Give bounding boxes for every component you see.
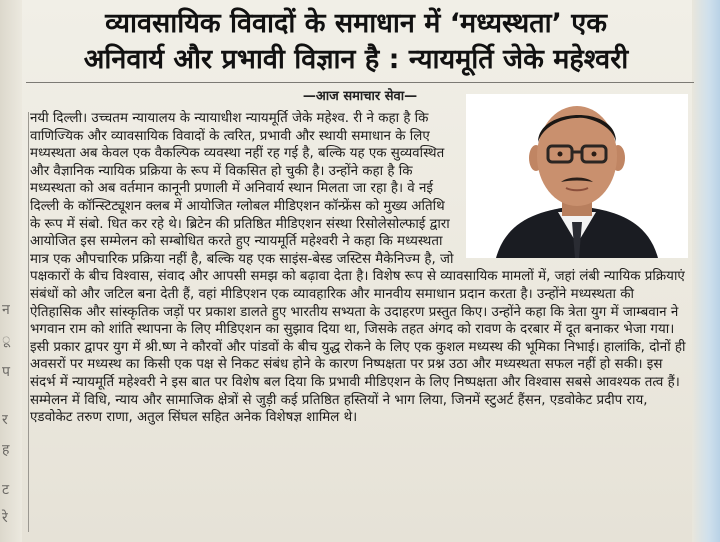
- headline-divider: [26, 82, 694, 83]
- article-body-text: नयी दिल्ली। उच्चतम न्यायालय के न्यायाधीश न्यायमूर्ति जेके महेश्व. री ने कहा है कि वाणिज्यिक और व्यावसायिक विवादों के त्वरित, प्रभावी और स्थायी समाधान के लिए मध्यस्थता अब केवल एक वैकल्पिक व्यवस्था नहीं रह गई है, बल्कि यह एक सुव्यवस्थित और वैज्ञानिक न्यायिक प्रक्रिया के रूप में विकसित हो चुकी है। उन्होंने कहा है कि मध्यस्थता को अब वर्तमान कानूनी प्रणाली में अनिवार्य स्थान मिलता जा रहा है। वे नई दिल्ली के कॉन्स्टिट्यूशन क्लब में आयोजित ग्लोबल मीडिएशन कॉन्फ्रेंस को मुख्य अतिथि के रूप में संबो. धित कर रहे थे। ब्रिटेन की प्रतिष्ठित मीडिएशन संस्था रिसोलेसोल्फाई द्वारा आयोजित इस सम्मेलन को सम्बोधित करते हुए न्यायमूर्ति महेश्वरी ने कहा कि मध्यस्थता मात्र एक औपचारिक प्रक्रिया नहीं है, बल्कि यह एक साइंस-बेस्ड जस्टिस मैकेनिज्म है, जो पक्षकारों के बीच विश्वास, संवाद और आपसी समझ को बढ़ावा देता है। विशेष रूप से व्यावसायिक मामलों में, जहां लंबी न्यायिक प्रक्रियाएं संबंधों को और जटिल बना देती हैं, वहां मीडिएशन एक व्यावहारिक और मानवीय समाधान प्रदान करता है। उन्होंने मध्यस्थता की ऐतिहासिक और सांस्कृतिक जड़ों पर प्रकाश डालते हुए भारतीय सभ्यता के उदाहरण प्रस्तुत किए। उन्होंने कहा कि त्रेता युग में जाम्बवान ने भगवान राम को शांति स्थापना के लिए मीडिएशन का सुझाव दिया था, जिसके तहत अंगद को रावण के दरबार में दूत बनाकर भेजा गया। इसी प्रकार द्वापर युग में श्री.ष्ण ने कौरवों और पांडवों के बीच युद्ध रोकने के लिए एक कुशल मध्यस्थ की भूमिका निभाई। हालांकि, दोनों ही अवसरों पर मध्यस्थ का किसी एक पक्ष से निकट संबंध होने के कारण निष्पक्षता पर प्रश्न उठा और मध्यस्थता सफल नहीं हो सकी। इस संदर्भ में न्यायमूर्ति महेश्वरी ने इस बात पर विशेष बल दिया कि प्रभावी मीडिएशन के लिए निष्पक्षता और विश्वास सबसे आवश्यक तत्व हैं। सम्मेलन में विधि, न्याय और सामाजिक क्षेत्रों से जुड़ी कई प्रतिष्ठित हस्तियों ने भाग लिया, जिनमें स्टुअर्ट हैंसन, एडवोकेट प्रदीप राय, एडवोकेट तरुण राणा, अतुल सिंघल सहित अनेक विशेषज्ञ शामिल थे।: [30, 111, 686, 426]
- margin-fragment: प: [2, 364, 10, 380]
- column-rule: [28, 112, 29, 532]
- adjacent-column-strip: [0, 0, 22, 542]
- margin-fragment: न: [2, 302, 10, 318]
- headline-line-2: अनिवार्य और प्रभावी विज्ञान है : न्यायमूर्ति जेके महेश्वरी: [83, 44, 629, 75]
- margin-fragment: र: [2, 412, 8, 428]
- article-body: [30, 110, 690, 427]
- margin-fragment: रे: [2, 510, 8, 526]
- byline: —आज समाचार सेवा—: [302, 89, 418, 104]
- article-headline: [28, 6, 684, 78]
- photo-wrap-space: [454, 110, 690, 262]
- background-edge: [692, 0, 720, 542]
- margin-fragment: ट: [2, 482, 10, 498]
- margin-fragment: ह: [2, 442, 10, 458]
- headline-line-1: व्यावसायिक विवादों के समाधान में ‘मध्यस्थता’ एक: [105, 8, 607, 39]
- margin-fragment: ू: [2, 332, 11, 348]
